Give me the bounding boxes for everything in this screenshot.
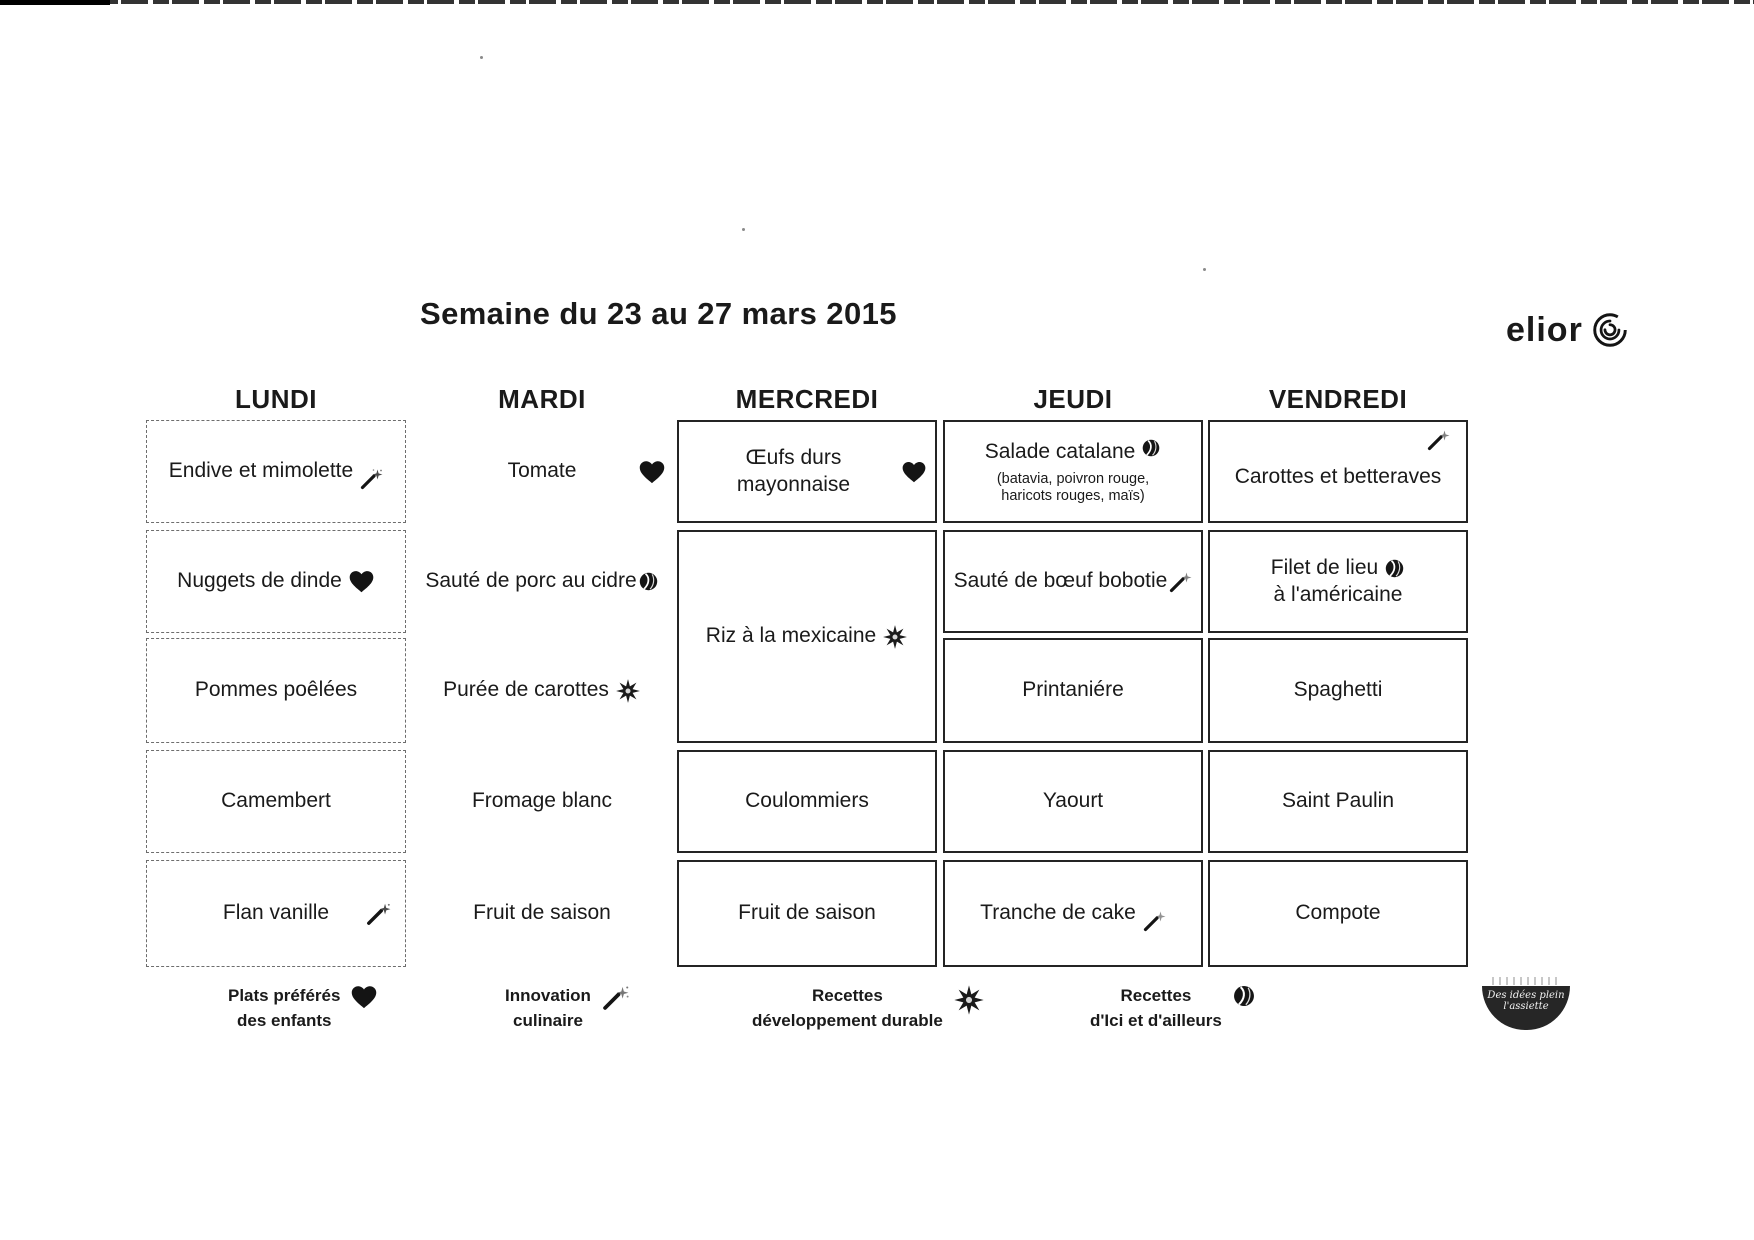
column-mercredi (677, 420, 937, 968)
menu-cell-mardi-plat (412, 530, 672, 633)
dish-name: Camembert (221, 789, 331, 813)
dish-name: Filet de lieu (1270, 556, 1379, 580)
legend-label-line2: des enfants (236, 1010, 332, 1030)
sun-icon (953, 984, 985, 1016)
bowl-logo (1482, 986, 1570, 1036)
magic-wand-icon (1426, 428, 1450, 452)
day-header-mardi: MARDI (498, 384, 586, 414)
dish-name: Flan vanille (222, 901, 330, 925)
menu-cell-vendredi-plat (1208, 530, 1468, 633)
menu-cell-jeudi-plat (943, 530, 1203, 633)
dish-name: Pommes poêlées (194, 678, 358, 702)
legend-label-line1: Plats préférés (228, 986, 341, 1005)
menu-cell-mardi-dessert (412, 860, 672, 967)
menu-cell-jeudi-accompagnement (943, 638, 1203, 743)
page-title: Semaine du 23 au 27 mars 2015 (420, 296, 897, 331)
dish-name-line2: à l'américaine (1273, 582, 1403, 606)
dish-name: Fruit de saison (473, 901, 611, 925)
dish-name: Œufs durs mayonnaise (736, 446, 851, 496)
dish-name: Salade catalane (984, 440, 1136, 464)
bowl-slogan-line1: Des idées plein (1487, 990, 1565, 1001)
magic-wand-icon (359, 467, 383, 491)
magic-wand-icon (1168, 570, 1192, 594)
menu-cell-mardi-fromage (412, 750, 672, 853)
dish-name: Fromage blanc (471, 789, 613, 813)
magic-wand-icon (1142, 909, 1166, 933)
dish-name: Nuggets de dinde (177, 569, 342, 593)
elior-logo (1506, 310, 1630, 350)
legend-label-line1: Recettes (1120, 986, 1192, 1005)
dish-name: Purée de carottes (443, 678, 609, 702)
legend-label-line2: d'Ici et d'ailleurs (1090, 1010, 1222, 1030)
legend-developpement-durable (752, 984, 985, 1033)
column-lundi (146, 420, 406, 968)
scan-speck (1203, 268, 1206, 271)
menu-cell-lundi-fromage (146, 750, 406, 853)
menu-cell-mercredi-entree (677, 420, 937, 523)
scan-speck (1492, 977, 1558, 985)
scan-artifact-top-edge (0, 0, 1754, 4)
dish-name: Riz à la mexicaine (705, 624, 877, 648)
menu-cell-jeudi-fromage (943, 750, 1203, 853)
dish-name: Sauté de porc au cidre (425, 569, 637, 593)
dish-name: Printaniére (1022, 678, 1124, 702)
menu-cell-jeudi-dessert (943, 860, 1203, 967)
day-header-vendredi: VENDREDI (1268, 384, 1408, 414)
legend-label-line1: Recettes (811, 986, 883, 1005)
dish-name: Carottes et betteraves (1234, 465, 1442, 489)
magic-wand-icon (365, 901, 391, 927)
heart-icon (348, 569, 375, 594)
menu-cell-jeudi-entree (943, 420, 1203, 523)
magic-wand-icon (601, 984, 629, 1012)
heart-icon (638, 459, 666, 485)
dish-name: Coulommiers (745, 789, 869, 813)
globe-icon (1384, 558, 1405, 579)
dish-name: Endive et mimolette (168, 459, 354, 483)
scan-speck (742, 228, 745, 231)
elior-logo-text: elior (1506, 311, 1583, 349)
menu-cell-mardi-entree (412, 420, 672, 523)
menu-cell-lundi-dessert (146, 860, 406, 967)
legend-innovation-culinaire (505, 984, 629, 1033)
sun-icon (882, 624, 908, 650)
globe-icon (638, 571, 659, 592)
dish-detail: haricots rouges, maïs) (1001, 488, 1145, 504)
legend-label-line2: développement durable (752, 1010, 943, 1030)
dish-name: Yaourt (1042, 789, 1104, 813)
legend-ici-et-ailleurs (1090, 984, 1256, 1033)
sun-icon (615, 678, 641, 704)
menu-cell-vendredi-accompagnement (1208, 638, 1468, 743)
menu-cell-vendredi-fromage (1208, 750, 1468, 853)
scan-artifact-corner (0, 0, 110, 5)
menu-cell-mercredi-plat (677, 530, 937, 743)
legend-plats-preferes (228, 984, 378, 1033)
dish-name: Compote (1295, 901, 1381, 925)
day-header-jeudi: JEUDI (1033, 384, 1113, 414)
bowl-slogan-line2: l'assiette (1503, 1001, 1549, 1012)
globe-icon (1141, 438, 1161, 458)
dish-name: Tranche de cake (980, 901, 1136, 925)
menu-cell-vendredi-dessert (1208, 860, 1468, 967)
bowl-logo-icon (1482, 986, 1570, 1030)
dish-name: Fruit de saison (738, 901, 876, 925)
scan-speck (480, 56, 483, 59)
heart-icon (901, 460, 927, 484)
dish-detail: (batavia, poivron rouge, (996, 470, 1150, 487)
column-vendredi (1208, 420, 1468, 968)
day-header-lundi: LUNDI (235, 384, 317, 414)
globe-icon (1232, 984, 1256, 1008)
menu-cell-mardi-accompagnement (412, 638, 672, 743)
dish-name: Spaghetti (1293, 678, 1383, 702)
menu-cell-lundi-plat (146, 530, 406, 633)
column-mardi (412, 420, 672, 968)
column-jeudi (943, 420, 1203, 968)
legend-label-line2: culinaire (513, 1010, 583, 1030)
dish-name: Saint Paulin (1281, 789, 1395, 813)
heart-icon (350, 984, 378, 1010)
menu-cell-lundi-entree (146, 420, 406, 523)
elior-swirl-icon (1590, 310, 1630, 350)
dish-name: Sauté de bœuf bobotie (953, 569, 1168, 593)
menu-cell-vendredi-entree (1208, 420, 1468, 523)
dish-name: Tomate (507, 459, 577, 483)
day-header-mercredi: MERCREDI (735, 384, 879, 414)
menu-cell-lundi-accompagnement (146, 638, 406, 743)
menu-cell-mercredi-fromage (677, 750, 937, 853)
menu-cell-mercredi-dessert (677, 860, 937, 967)
legend-label-line1: Innovation (505, 986, 591, 1005)
